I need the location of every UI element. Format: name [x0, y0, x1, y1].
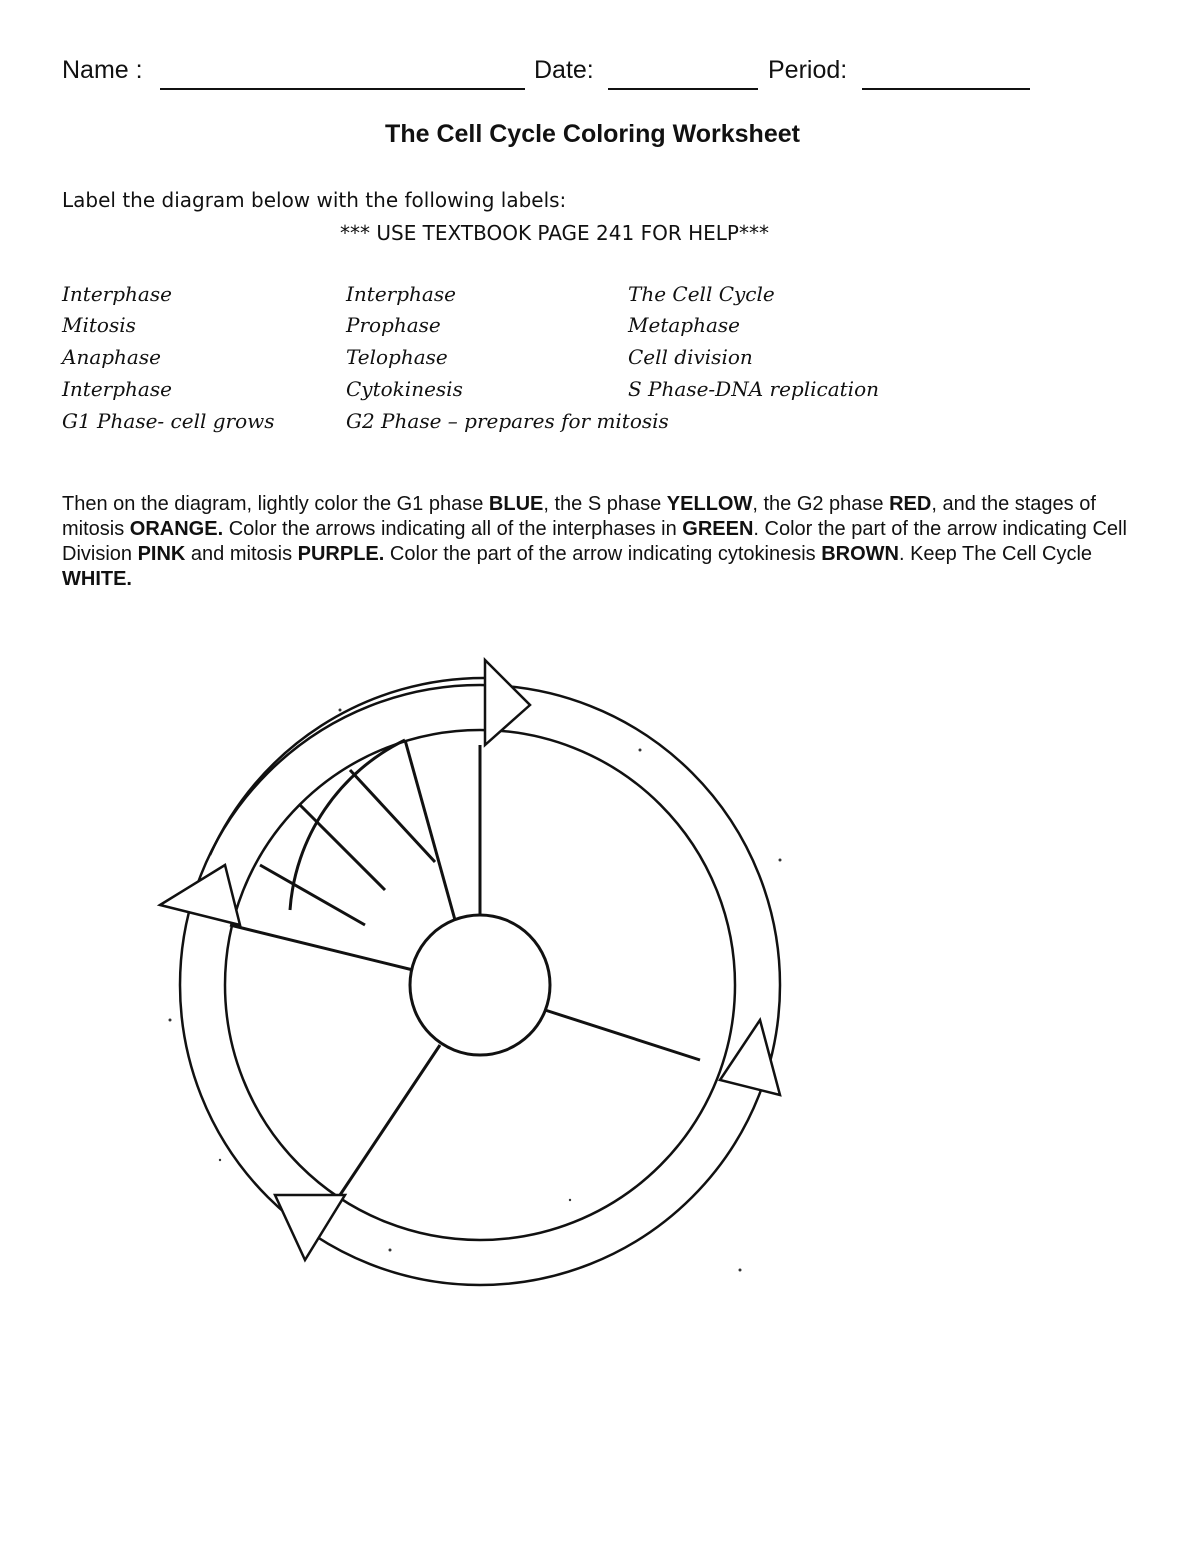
label-item: Cell division — [628, 345, 753, 369]
label-item: G2 Phase – prepares for mitosis — [346, 409, 669, 433]
header-row — [62, 56, 1062, 96]
label-item: Interphase — [346, 282, 456, 306]
color-keyword: ORANGE. — [129, 518, 224, 540]
name-field[interactable] — [160, 88, 525, 90]
color-keyword: GREEN — [682, 518, 754, 540]
label-item: Metaphase — [628, 313, 740, 337]
instruction-segment: Color the arrows indicating all of the interphases in — [223, 518, 683, 540]
color-keyword: PINK — [137, 543, 186, 565]
instruction-segment: , the G2 phase — [752, 493, 890, 515]
help-note: *** USE TEXTBOOK PAGE 241 FOR HELP*** — [340, 221, 769, 245]
instructions-text: Label the diagram below with the following labels: — [62, 188, 567, 212]
instruction-segment: and mitosis — [185, 543, 298, 565]
label-item: Prophase — [346, 313, 441, 337]
instruction-segment: , the S phase — [543, 493, 667, 515]
label-item: Mitosis — [62, 313, 136, 337]
cell-cycle-diagram-icon — [140, 640, 820, 1320]
label-item: The Cell Cycle — [628, 282, 775, 306]
instruction-segment: . Keep The Cell Cycle — [898, 543, 1093, 565]
date-label: Date: — [534, 56, 594, 84]
color-keyword: RED — [889, 493, 932, 515]
period-field[interactable] — [862, 88, 1030, 90]
name-label: Name : — [62, 56, 143, 84]
label-item: S Phase-DNA replication — [628, 377, 879, 401]
coloring-instructions — [62, 492, 1142, 592]
instruction-segment: Then on the diagram, lightly color the G1 phase — [62, 493, 489, 515]
color-keyword: PURPLE. — [297, 543, 385, 565]
label-item: Interphase — [62, 377, 172, 401]
label-list — [62, 282, 962, 442]
color-keyword: WHITE. — [62, 568, 132, 590]
color-keyword: BROWN — [821, 543, 899, 565]
instruction-segment: , and the stages of mitosis — [62, 493, 1096, 540]
instruction-segment: . Color the part of the arrow indicating Cell Division — [62, 518, 1127, 565]
label-item: Cytokinesis — [346, 377, 463, 401]
label-item: Interphase — [62, 282, 172, 306]
color-keyword: BLUE — [488, 493, 544, 515]
color-keyword: YELLOW — [666, 493, 753, 515]
instruction-segment: Color the part of the arrow indicating cytokinesis — [384, 543, 822, 565]
label-item: G1 Phase- cell grows — [62, 409, 275, 433]
label-item: Telophase — [346, 345, 448, 369]
date-field[interactable] — [608, 88, 758, 90]
page-title: The Cell Cycle Coloring Worksheet — [385, 120, 800, 148]
period-label: Period: — [768, 56, 848, 84]
label-item: Anaphase — [62, 345, 161, 369]
